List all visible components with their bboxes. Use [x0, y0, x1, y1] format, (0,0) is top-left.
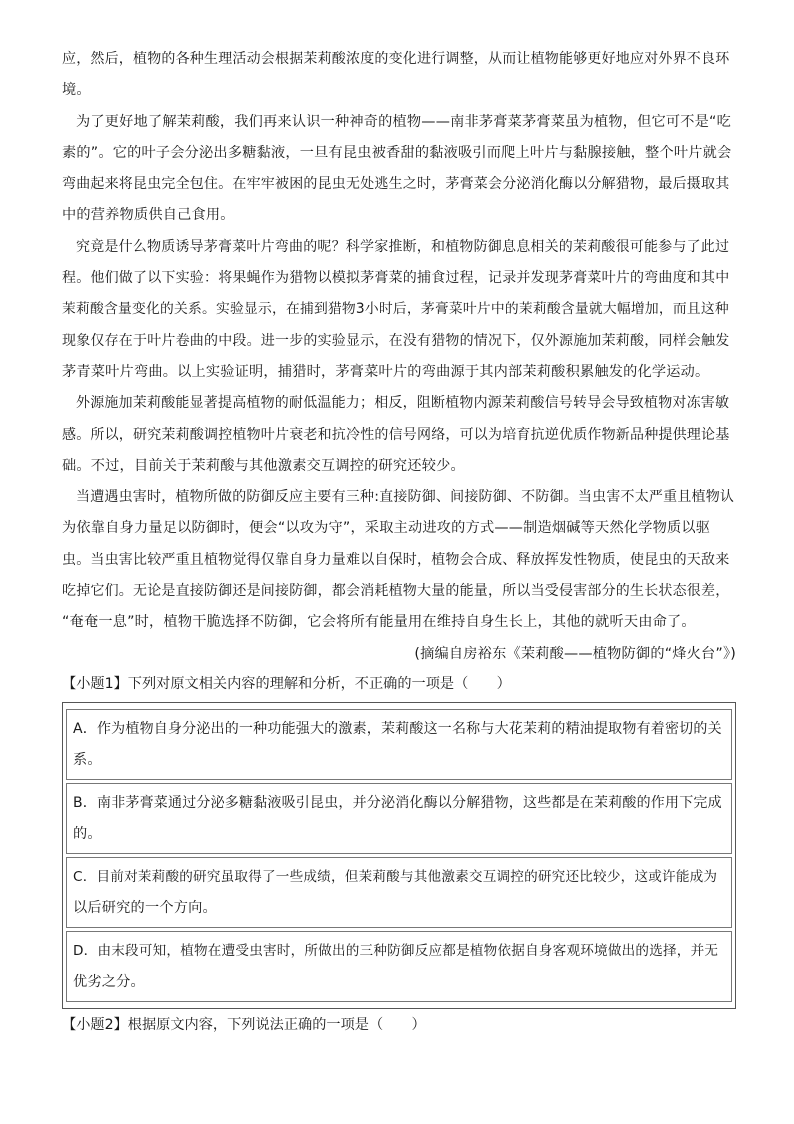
passage-line: 素的”。它的叶子会分泌出多糖黏液，一旦有昆虫被香甜的黏液吸引而爬上叶片与黏腺接触，整个叶片就会: [62, 144, 732, 161]
passage-line: “奄奄一息”时，植物干脆选择不防御，它会将所有能量用在维持自身生长上，其他的就听天由命了。: [62, 614, 696, 631]
option-b-line1: B．南非茅膏菜通过分泌多糖黏液吸引昆虫，并分泌消化酶以分解猎物，这些都是在茉莉酸的作用下完成: [73, 794, 722, 811]
question-1-title: 【小题1】下列对原文相关内容的理解和分析，不正确的一项是（ ）: [62, 675, 511, 692]
option-c-line1: C．目前对茉莉酸的研究虽取得了一些成绩，但茉莉酸与其他激素交互调控的研究还比较少，这或许能成为: [73, 868, 718, 885]
option-d-line2: 优劣之分。: [73, 973, 145, 990]
option-d[interactable]: [66, 931, 732, 1002]
question-1-options: [62, 702, 736, 1009]
passage-line: 究竟是什么物质诱导茅膏菜叶片弯曲的呢？科学家推断，和植物防御息息相关的茉莉酸很可能参与了此过: [76, 238, 730, 255]
passage-line: 程。他们做了以下实验：将果蝇作为猎物以模拟茅膏菜的捕食过程，记录并发现茅膏菜叶片的弯曲度和其中: [62, 270, 730, 287]
option-a-line2: 系。: [73, 751, 102, 768]
passage-line: 础。不过，目前关于茉莉酸与其他激素交互调控的研究还较少。: [62, 457, 465, 474]
passage-line: 中的营养物质供自己食用。: [62, 207, 235, 224]
passage: [62, 44, 736, 670]
option-a-line1: A．作为植物自身分泌出的一种功能强大的激素，茉莉酸这一名称与大花茉莉的精油提取物有着密切的关: [73, 720, 722, 737]
passage-line: 弯曲起来将昆虫完全包住。在牢牢被困的昆虫无处逃生之时，茅膏菜会分泌消化酶以分解猎物，最后摄取其: [62, 176, 730, 193]
passage-line: 当遭遇虫害时，植物所做的防御反应主要有三种:直接防御、间接防御、不防御。当虫害不太严重且植物认: [76, 489, 735, 506]
option-c[interactable]: [66, 857, 732, 928]
passage-line: 虫。当虫害比较严重且植物觉得仅靠自身力量难以自保时，植物会合成、释放挥发性物质，使昆虫的天敌来: [62, 551, 730, 568]
passage-line: 为了更好地了解茉莉酸，我们再来认识一种神奇的植物——南非茅膏菜茅膏菜虽为植物，但它可不是“吃: [76, 113, 731, 130]
passage-line: 茅青菜叶片弯曲。以上实验证明，捕猎时，茅膏菜叶片的弯曲源于其内部茉莉酸积累触发的化学运动。: [62, 363, 710, 380]
passage-line: 外源施加茉莉酸能显著提高植物的耐低温能力；相反，阻断植物内源茉莉酸信号转导会导致植物对冻害敏: [76, 395, 730, 412]
option-b-line2: 的。: [73, 825, 102, 842]
passage-line: 现象仅存在于叶片卷曲的中段。进一步的实验显示，在没有猎物的情况下，仅外源施加茉莉酸，同样会触发: [62, 332, 730, 349]
option-c-line2: 以后研究的一个方向。: [73, 899, 217, 916]
option-a[interactable]: [66, 709, 732, 780]
question-2-title: 【小题2】根据原文内容，下列说法正确的一项是（ ）: [62, 1016, 426, 1033]
document-page: [62, 44, 736, 1039]
question-1: [62, 670, 736, 1009]
option-b[interactable]: [66, 783, 732, 854]
passage-line: 茉莉酸含量变化的关系。实验显示，在捕到猎物3小时后，茅膏菜叶片中的茉莉酸含量就大幅增加，而且这种: [62, 301, 729, 318]
passage-line: 为依靠自身力量足以防御时，便会“以攻为守”，采取主动进攻的方式——制造烟碱等天然化学物质以驱: [62, 520, 711, 537]
passage-source: (摘编自房裕东《茉莉酸——植物防御的“烽火台”》): [414, 645, 736, 662]
passage-line: 应，然后，植物的各种生理活动会根据茉莉酸浓度的变化进行调整，从而让植物能够更好地应对外界不良环: [62, 51, 730, 67]
option-d-line1: D．由末段可知，植物在遭受虫害时，所做出的三种防御反应都是植物依据自身客观环境做出的选择，并无: [73, 942, 719, 959]
passage-line: 境。: [62, 82, 91, 99]
passage-line: 吃掉它们。无论是直接防御还是间接防御，都会消耗植物大量的能量，所以当受侵害部分的生长状态很差，: [62, 583, 730, 600]
passage-line: 感。所以，研究茉莉酸调控植物叶片衰老和抗冷性的信号网络，可以为培育抗逆优质作物新品种提供理论基: [62, 426, 730, 443]
